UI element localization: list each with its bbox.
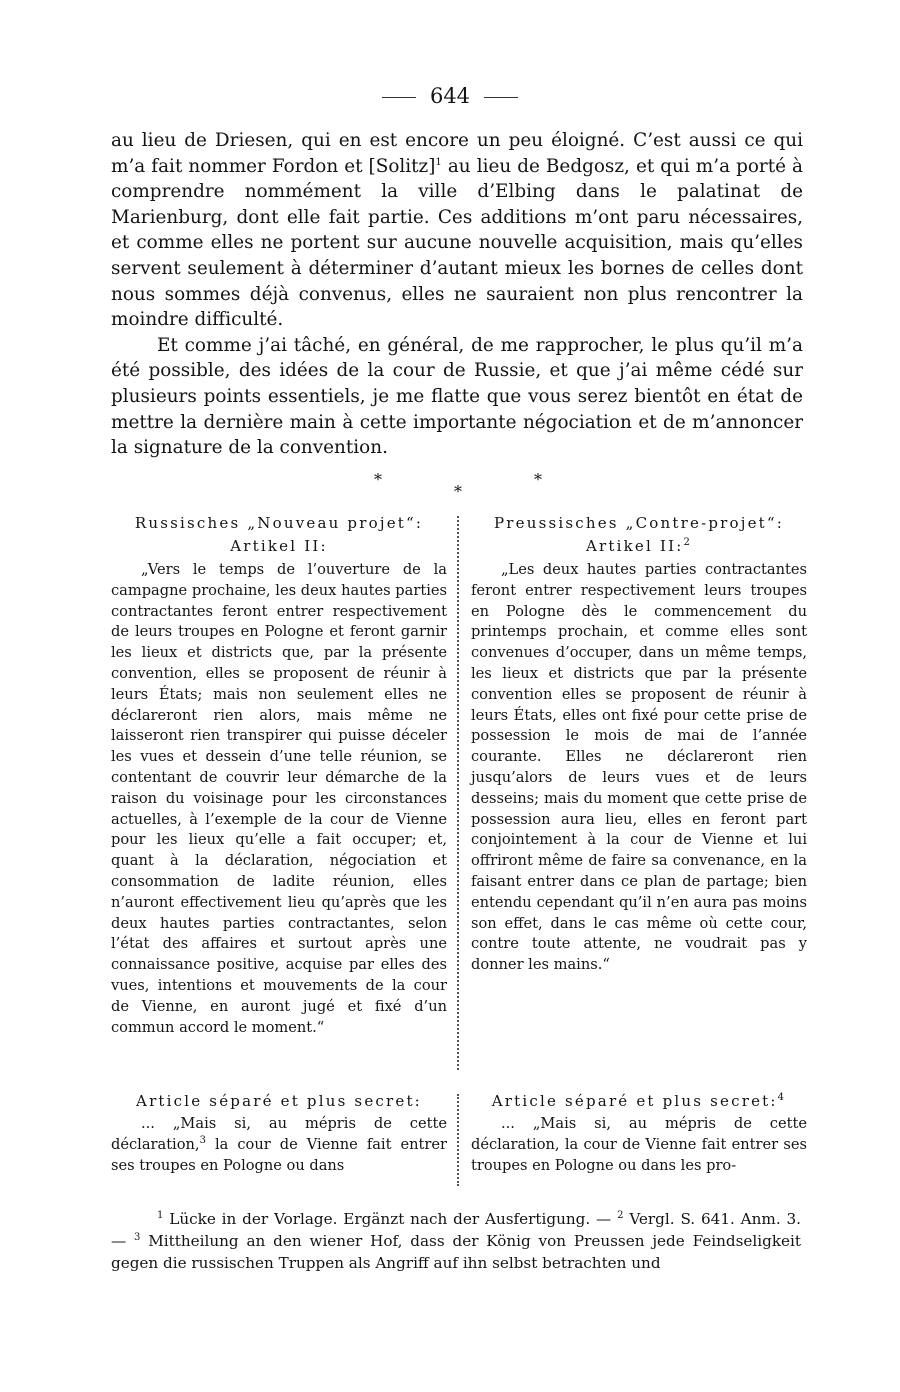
- footnote-2-mark: 2: [617, 1209, 624, 1221]
- prussian-secret-title-text: Article séparé et plus secret:: [491, 1092, 778, 1110]
- footnote-1-mark: 1: [157, 1209, 164, 1221]
- prussian-column: [471, 512, 807, 976]
- star-left: *: [374, 470, 382, 489]
- page-number: 644: [429, 84, 471, 108]
- prussian-column-title: Preussisches „Contre-projet“:: [493, 514, 785, 532]
- footnote-3-mark: 3: [134, 1231, 141, 1243]
- russian-secret-body: [111, 1114, 447, 1176]
- paragraph-1-rest: au lieu de Bedgosz, et qui m’a porté à comprendre nommément la ville d’Elbing dans le palatinat de Marienburg, dont elle fait partie. Ces additions m’ont paru nécessaires, et comme elles ne portent sur aucune nouvelle acquisition, mais qu’elles servent seulement à déterminer d’autant mieux les bornes de celles dont nous sommes déjà convenus, elles ne sauraient non plus rencontrer la moindre difficulté.: [111, 155, 804, 331]
- paragraph-1-start: au lieu de Driesen, qui en est encore un peu éloigné. C’est aussi ce qui m’a fait nommer Fordon et [Solitz]: [111, 130, 803, 177]
- footnote-marker-4: 4: [777, 1092, 787, 1103]
- russian-secret-title: Article séparé et plus secret:: [136, 1092, 422, 1110]
- footnote-block: [111, 1208, 801, 1274]
- russian-secret-column: [111, 1090, 447, 1176]
- footnote-2-text: Vergl. S. 641. Anm. 3. —: [111, 1210, 802, 1250]
- footnote-3-text: Mittheilung an den wiener Hof, dass der König von Preussen jede Feindseligkeit gegen die russischen Truppen als Angriff auf ihn selbst betrachten und: [111, 1232, 801, 1272]
- secret-article-comparison: [111, 1090, 807, 1190]
- header-dash-right: [484, 97, 518, 98]
- prussian-secret-text: ... „Mais si, au mépris de cette déclaration, la cour de Vienne fait entrer ses troupes en Pologne ou dans les pro-: [471, 1115, 807, 1174]
- header-dash-left: [382, 97, 416, 98]
- page-header: [0, 84, 900, 108]
- star-center: *: [454, 482, 462, 501]
- prussian-secret-title: [471, 1090, 807, 1112]
- russian-secret-text: [111, 1114, 447, 1176]
- prussian-column-body: [471, 560, 807, 976]
- russian-column-body: [111, 560, 447, 1038]
- prussian-secret-body: [471, 1114, 807, 1176]
- prussian-subtitle-text: Artikel II:: [585, 537, 684, 555]
- russian-column-subtitle: Artikel II:: [230, 537, 328, 555]
- section-separator: [0, 470, 900, 500]
- column-divider-2: [457, 1094, 459, 1186]
- russian-article-text: „Vers le temps de l’ouverture de la campagne prochaine, les deux hautes parties contractantes feront entrer respectivement de leurs troupes en Pologne et feront garnir les lieux et districts que, par la présente convention, elles se proposent de réunir à leurs États; mais non seulement elles ne déclareront rien alors, mais même ne laisseront rien transpirer qui puisse déceler les vues et dessein d’une telle réunion, se contentant de couvrir leur démarche de la raison du voisinage pour les circonstances actuelles, à l’exemple de la cour de Vienne pour les lieux qu’elle a fait occuper; et, quant à la déclaration, négociation et consommation de ladite réunion, elles n’auront effectivement lieu qu’après que les deux hautes parties contractantes, selon l’état des affaires et surtout après une connaissance positive, acquise par elles des vues, intentions et mouvements de la cour de Vienne, en auront jugé et fixé d’un commun accord le moment.“: [111, 561, 447, 1036]
- main-text: [111, 128, 803, 461]
- prussian-secret-column: [471, 1090, 807, 1176]
- paragraph-1: [111, 128, 803, 333]
- article-comparison: [111, 512, 807, 1072]
- star-right: *: [534, 470, 542, 489]
- prussian-article-text: „Les deux hautes parties contractantes feront entrer respectivement leurs troupes en Pologne dès le commencement du printemps prochain, et comme elles sont convenues d’occuper, dans un même temps, les lieux et districts que par la présente convention elles se proposent de réunir à leurs États, elles ont fixé pour cette prise de possession le mois de mai de l’année courante. Elles ne déclareront rien jusqu’alors de leurs vues et de leurs desseins; mais du moment que cette prise de possession aura lieu, elles en feront part conjointement à la cour de Vienne et lui offriront même de faire sa convenance, en la faisant entrer dans ce plan de partage; bien entendu cependant qu’il n’en aura pas moins son effet, dans le cas même où cette cour, contre toute attente, ne voudrait pas y donner les mains.“: [471, 561, 807, 974]
- footnote-1-text: Lücke in der Vorlage. Ergänzt nach der Ausfertigung. —: [163, 1210, 618, 1228]
- russian-secret-text-start: ... „Mais si, au mépris de cette déclaration,: [111, 1115, 447, 1153]
- footnotes: [111, 1208, 801, 1274]
- russian-secret-text-rest: la cour de Vienne fait entrer ses troupes en Pologne ou dans: [111, 1135, 447, 1174]
- paragraph-2: Et comme j’ai tâché, en général, de me rapprocher, le plus qu’il m’a été possible, des idées de la cour de Russie, et que j’ai même cédé sur plusieurs points essentiels, je me flatte que vous serez bientôt en état de mettre la dernière main à cette importante négociation et de m’annoncer la signature de la convention.: [111, 334, 803, 459]
- column-divider: [457, 516, 459, 1070]
- prussian-column-subtitle: [471, 534, 807, 558]
- russian-column: [111, 512, 447, 1038]
- footnote-marker-1: 1: [435, 156, 442, 168]
- russian-column-title: Russisches „Nouveau projet“:: [134, 514, 424, 532]
- footnote-marker-3: 3: [199, 1134, 206, 1146]
- footnote-marker-2: 2: [683, 537, 693, 548]
